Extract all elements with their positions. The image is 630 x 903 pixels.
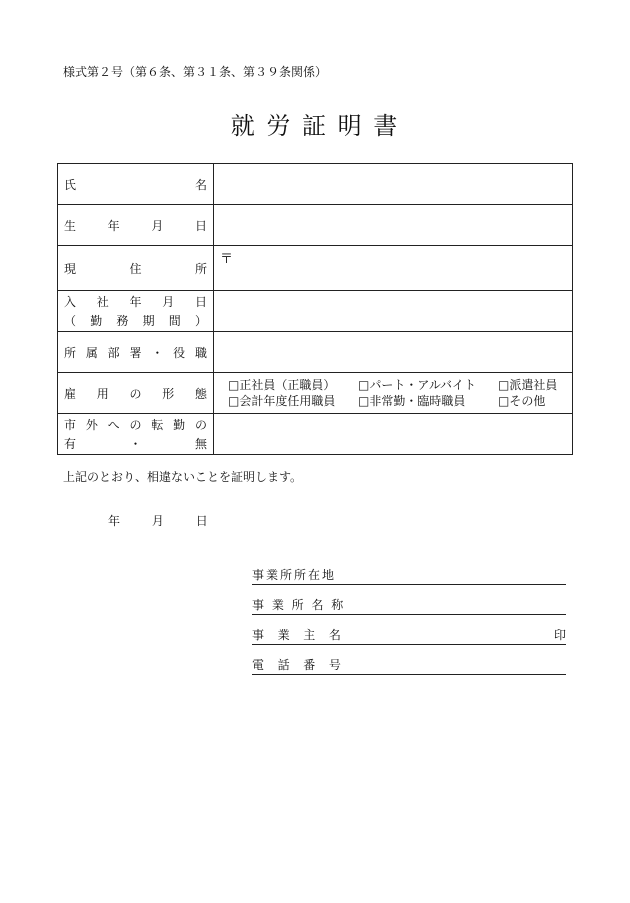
label-char: 勤 bbox=[173, 418, 186, 432]
date-line bbox=[108, 512, 236, 529]
label-char: 転 bbox=[151, 418, 164, 432]
label-char: 役 bbox=[173, 345, 186, 360]
value-department[interactable] bbox=[214, 332, 573, 373]
value-name[interactable] bbox=[214, 164, 573, 205]
label-char: 外 bbox=[85, 418, 98, 432]
row-transfer bbox=[58, 414, 573, 455]
label-joined bbox=[58, 291, 214, 332]
row-joined bbox=[58, 291, 573, 332]
label-char: 日 bbox=[194, 295, 207, 309]
label-char: 形 bbox=[162, 386, 175, 401]
label-char: 社 bbox=[96, 295, 109, 309]
label-birth bbox=[58, 205, 214, 246]
label-name bbox=[58, 164, 214, 205]
label-char: 期 bbox=[142, 314, 155, 328]
row-name bbox=[58, 164, 573, 205]
value-joined[interactable] bbox=[214, 291, 573, 332]
label-char: 年 bbox=[107, 218, 120, 233]
label-char: へ bbox=[107, 418, 120, 432]
label-char: 勤 bbox=[90, 314, 103, 328]
office-name-label: 事 業 所 名 称 bbox=[252, 598, 346, 612]
office-address-label: 事業所所在地 bbox=[252, 568, 337, 582]
label-char: 無 bbox=[194, 437, 207, 451]
label-char: 月 bbox=[162, 295, 175, 309]
document-title: 就 労 証 明 書 bbox=[230, 112, 400, 140]
label-char: の bbox=[129, 418, 142, 432]
label-char: 属 bbox=[85, 345, 98, 360]
label-char: 用 bbox=[96, 386, 109, 401]
value-birth[interactable] bbox=[214, 205, 573, 246]
label-char: 務 bbox=[116, 314, 129, 328]
checkbox-dispatch[interactable]: □派遣社員 bbox=[498, 378, 558, 392]
label-char: 所 bbox=[64, 345, 77, 360]
row-birth bbox=[58, 205, 573, 246]
checkbox-fulltime[interactable]: □正社員（正職員） bbox=[228, 378, 336, 392]
label-char: の bbox=[194, 418, 207, 432]
label-char: の bbox=[129, 386, 142, 401]
checkbox-fiscal-year[interactable]: □会計年度任用職員 bbox=[228, 394, 336, 408]
label-char: 生 bbox=[64, 218, 77, 233]
row-department bbox=[58, 332, 573, 373]
label-char: 名 bbox=[194, 177, 207, 192]
label-char: 住 bbox=[129, 261, 142, 276]
label-char: 有 bbox=[64, 437, 77, 451]
label-char: 態 bbox=[194, 386, 207, 401]
date-day: 日 bbox=[195, 514, 208, 528]
label-char: 月 bbox=[151, 218, 164, 233]
value-employment bbox=[214, 373, 573, 414]
label-char: ・ bbox=[151, 345, 164, 360]
checkbox-other[interactable]: □その他 bbox=[498, 394, 546, 408]
label-char: ） bbox=[194, 314, 207, 328]
owner-label: 事 業 主 名 bbox=[252, 628, 343, 642]
label-char: 職 bbox=[194, 345, 207, 360]
signature-owner[interactable] bbox=[252, 626, 566, 645]
certificate-table bbox=[57, 163, 573, 455]
form-number: 様式第２号（第６条、第３１条、第３９条関係） bbox=[63, 65, 328, 79]
label-char: 入 bbox=[64, 295, 77, 309]
value-address[interactable] bbox=[214, 246, 573, 291]
postal-mark: 〒 bbox=[220, 252, 234, 267]
label-char: 年 bbox=[129, 295, 142, 309]
signature-phone[interactable] bbox=[252, 656, 566, 675]
certification-statement: 上記のとおり、相違ないことを証明します。 bbox=[63, 470, 303, 484]
value-transfer[interactable] bbox=[214, 414, 573, 455]
label-char: 氏 bbox=[64, 177, 77, 192]
signature-office-name[interactable] bbox=[252, 596, 566, 615]
phone-label: 電 話 番 号 bbox=[252, 658, 343, 672]
checkbox-temporary[interactable]: □非常勤・臨時職員 bbox=[358, 394, 466, 408]
label-char: 現 bbox=[64, 261, 77, 276]
label-address bbox=[58, 246, 214, 291]
label-char: 所 bbox=[194, 261, 207, 276]
row-employment bbox=[58, 373, 573, 414]
label-char: 市 bbox=[64, 418, 77, 432]
label-char: 日 bbox=[194, 218, 207, 233]
label-char: 署 bbox=[129, 345, 142, 360]
label-transfer bbox=[58, 414, 214, 455]
label-char: （ bbox=[64, 314, 77, 328]
date-month: 月 bbox=[151, 514, 164, 528]
label-employment bbox=[58, 373, 214, 414]
row-address bbox=[58, 246, 573, 291]
label-char: ・ bbox=[129, 437, 142, 451]
label-char: 部 bbox=[107, 345, 120, 360]
label-char: 間 bbox=[168, 314, 181, 328]
label-department bbox=[58, 332, 214, 373]
label-char: 雇 bbox=[64, 386, 77, 401]
date-year: 年 bbox=[108, 514, 121, 528]
signature-office-address[interactable] bbox=[252, 566, 566, 585]
checkbox-parttime[interactable]: □パート・アルバイト bbox=[358, 378, 477, 392]
seal-mark: 印 bbox=[553, 628, 566, 642]
